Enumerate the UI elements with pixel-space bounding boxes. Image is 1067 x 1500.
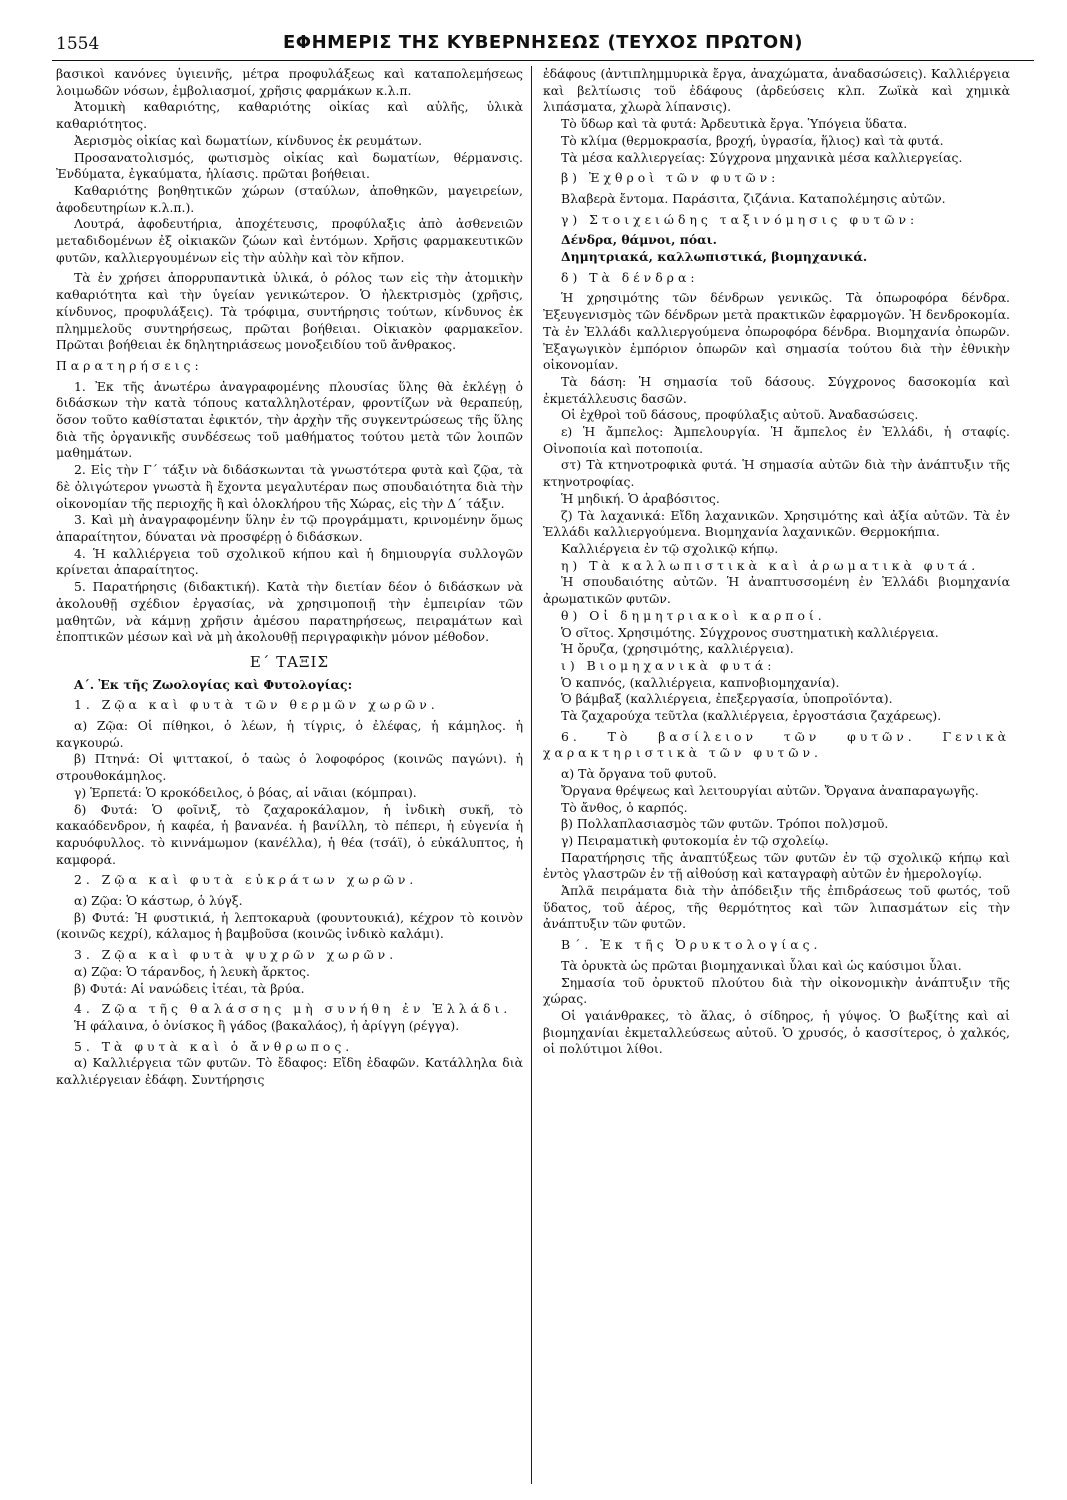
- paragraph: βασικοὶ κανόνες ὑγιεινῆς, μέτρα προφυλάξεως καὶ καταπολεμήσεως λοιμωδῶν νόσων, ἐμβολιασμοί, χρῆσις φαρμάκων κ.λ.π.: [56, 66, 523, 98]
- paragraph: Ἡ ὄρυζα, (χρησιμότης, καλλιέργεια).: [561, 641, 794, 657]
- list-item: α) Ζῷα: Οἱ πίθηκοι, ὁ λέων, ἡ τίγρις, ὁ ἐλέφας, ἡ κάμηλος. ἡ καγκουρώ.: [56, 718, 523, 750]
- topic-heading: γ) Στοιχειώδης ταξινόμησις φυτῶν:: [561, 211, 919, 227]
- numbered-item: 5. Παρατήρησις (διδακτική). Κατὰ τὴν διετίαν δέον ὁ διδάσκων νὰ ἀκολουθῇ σχέδιον ἐργασίας, νὰ χρησιμοποιῇ τὴν ἐμπειρίαν τῶν μαθητῶν, νὰ κάμνῃ χρῆσιν ἀμέσου παρατηρήσεως, πειραμάτων καὶ ἐποπτικῶν μέσων καὶ νὰ μὴ ἀκολουθῇ περιγραφικὴν μόνον μέθοδον.: [56, 579, 523, 645]
- paragraph: Βλαβερὰ ἔντομα. Παράσιτα, ζιζάνια. Καταπολέμησις αὐτῶν.: [561, 190, 946, 206]
- paragraph: Καλλιέργεια ἐν τῷ σχολικῷ κήπῳ.: [561, 540, 779, 556]
- list-item: ζ) Τὰ λαχανικά: Εἴδη λαχανικῶν. Χρησιμότης καὶ ἀξία αὐτῶν. Τὰ ἐν Ἑλλάδι καλλιεργούμενα. Βιομηχανία λαχανικῶν. Θερμοκήπια.: [543, 507, 1010, 540]
- right-column: [543, 66, 1010, 1058]
- subheading-remarks: Παρατηρήσεις:: [56, 357, 203, 373]
- paragraph: Οἱ γαιάνθρακες, τὸ ἅλας, ὁ σίδηρος, ἡ γύψος. Ὁ βωξίτης καὶ αἱ βιομηχανίαι ἐκμεταλλεύσεως αὐτοῦ. Ὁ χρυσός, ὁ κασσίτερος, ὁ χαλκός, οἱ πολύτιμοι λίθοι.: [543, 1007, 1010, 1057]
- paragraph: Σημασία τοῦ ὀρυκτοῦ πλούτου διὰ τὴν οἰκονομικὴν ἀνάπτυξιν τῆς χώρας.: [543, 974, 1010, 1007]
- paragraph: ἐδάφους (ἀντιπλημμυρικὰ ἔργα, ἀναχώματα, ἀναδασώσεις). Καλλιέργεια καὶ βελτίωσις τοῦ ἐδάφους (ἀρδεύσεις κλπ. Ζωϊκὰ καὶ χημικὰ λιπάσματα, χλωρὰ λίπανσις).: [543, 66, 1010, 115]
- paragraph: Προσανατολισμός, φωτισμὸς οἰκίας καὶ δωματίων, θέρμανσις. Ἐνδύματα, ἐγκαύματα, ἡλίασις. πρῶται βοήθειαι.: [56, 149, 523, 182]
- list-item: γ) Ἑρπετά: Ὁ κροκόδειλος, ὁ βόας, αἱ νᾶιαι (κόμπραι).: [74, 784, 417, 800]
- list-item: θ) Οἱ δημητριακοὶ καρποί.: [561, 607, 826, 623]
- paragraph: Τὸ ἄνθος, ὁ καρπός.: [561, 799, 688, 815]
- paragraph: Λουτρά, ἀφοδευτήρια, ἀποχέτευσις, προφύλαξις ἀπὸ ἀσθενειῶν μεταδιδομένων ἐξ οἰκιακῶν ζώων καὶ ἐντόμων. Χρῆσις φαρμακευτικῶν φυτῶν, καλλιεργουμένων εἰς τὴν αὐλὴν καὶ τὸν κῆπον.: [56, 216, 523, 265]
- paragraph: Τὰ ἐν χρήσει ἀπορρυπαντικὰ ὑλικά, ὁ ρόλος των εἰς τὴν ἀτομικὴν καθαριότητα καὶ τὴν ὑγείαν γενικώτερον. Ὁ ἠλεκτρισμὸς (χρῆσις, κίνδυνος, προφυλάξεις). Τὰ τρόφιμα, συντήρησις τούτων, κίνδυνος ἐκ πλημμελοῦς συντηρήσεως, πρῶται βοήθειαι. Οἰκιακὸν φαρμακεῖον. Πρῶται βοήθειαι ἐκ δηλητηριάσεως μονοξειδίου τοῦ ἄνθρακος.: [56, 270, 523, 353]
- page-header: [52, 32, 1034, 60]
- topic-heading: 1. Ζῷα καὶ φυτὰ τῶν θερμῶν χωρῶν.: [74, 697, 439, 713]
- numbered-item: 2. Εἰς τὴν Γ΄ τάξιν νὰ διδάσκωνται τὰ γνωστότερα φυτὰ καὶ ζῷα, τὰ δὲ ὀλιγώτερον γνωστὰ ἢ ἔχοντα μεγαλυτέραν πως σπουδαιότητα διὰ τὴν οἰκονομίαν τῆς περιοχῆς ἢ καὶ ὁλοκλήρου τῆς Χώρας, εἰς τὴν Δ΄ τάξιν.: [56, 462, 523, 511]
- list-item: ε) Ἡ ἄμπελος: Ἀμπελουργία. Ἡ ἄμπελος ἐν Ἑλλάδι, ἡ σταφίς. Οἰνοποιία καὶ ποτοποιία.: [543, 424, 1010, 456]
- paragraph: Δένδρα, θάμνοι, πόαι.: [561, 232, 717, 248]
- list-item: α) Ζῷα: Ὁ τάρανδος, ἡ λευκὴ ἄρκτος.: [74, 963, 310, 979]
- paragraph: Ἁπλᾶ πειράματα διὰ τὴν ἀπόδειξιν τῆς ἐπιδράσεως τοῦ φωτός, τοῦ ὕδατος, τοῦ ἀέρος, τῆς θερμότητος καὶ τῶν λιπασμάτων εἰς τὴν ἀνάπτυξιν τῶν φυτῶν.: [543, 883, 1010, 932]
- paragraph: Τὰ ὀρυκτὰ ὡς πρῶται βιομηχανικαὶ ὗλαι καὶ ὡς καύσιμοι ὗλαι.: [561, 957, 962, 973]
- header-rule: [52, 60, 1034, 61]
- paragraph: Τὰ ζαχαρούχα τεῦτλα (καλλιέργεια, ἐργοστάσια ζαχάρεως).: [561, 708, 942, 724]
- paragraph: Δημητριακά, καλλωπιστικά, βιομηχανικά.: [561, 249, 868, 265]
- paragraph: Ἀτομικὴ καθαριότης, καθαριότης οἰκίας καὶ αὐλῆς, ὑλικὰ καθαριότητος.: [56, 99, 523, 132]
- list-item: α) Τὰ ὄργανα τοῦ φυτοῦ.: [561, 766, 717, 782]
- paragraph: Καθαριότης βοηθητικῶν χώρων (σταύλων, ἀποθηκῶν, μαγειρείων, ἀφοδευτηρίων κ.λ.π.).: [56, 182, 523, 215]
- topic-heading: 5. Τὰ φυτὰ καὶ ὁ ἄνθρωπος.: [74, 1038, 354, 1054]
- subsection-heading: Β΄. Ἐκ τῆς Ὀρυκτολογίας.: [561, 937, 822, 953]
- list-item: β) Φυτά: Ἡ φυστικιά, ἡ λεπτοκαρυὰ (φουντουκιά), κέχρον τὸ κοινὸν (κοινῶς κεχρί), κάλαμος ἡ βαμβοῦσα (κοινῶς ἰνδικὸ καλάμι).: [56, 909, 523, 942]
- topic-heading: β) Ἐχθροὶ τῶν φυτῶν:: [561, 170, 780, 186]
- numbered-item: 3. Καὶ μὴ ἀναγραφομένην ὕλην ἐν τῷ προγράμματι, κρινομένην ὅμως ἀπαραίτητον, δύναται νὰ προσφέρῃ ὁ διδάσκων.: [56, 512, 523, 544]
- section-heading-class-e: Ε΄ ΤΑΞΙΣ: [249, 652, 330, 671]
- topic-heading: 3. Ζῷα καὶ φυτὰ ψυχρῶν χωρῶν.: [74, 947, 398, 963]
- list-item: η) Τὰ καλλωπιστικὰ καὶ ἀρωματικὰ φυτά.: [561, 557, 980, 573]
- list-item: δ) Φυτά: Ὁ φοῖνιξ, τὸ ζαχαροκάλαμον, ἡ ἰνδικὴ συκῆ, τὸ κακαόδενδρον, ἡ καφέα, ἡ βανανέα. ἡ βανίλλη, τὸ πέπερι, ἡ εὐγενία ἡ καρυόφυλλος. τὸ κιννάμωμον (κανέλλα), ἡ θέα (τσάϊ), ὁ εὐκάλυπτος, ἡ καμφορά.: [56, 801, 523, 867]
- paragraph: Τὸ ὕδωρ καὶ τὰ φυτά: Ἀρδευτικὰ ἔργα. Ὑπόγεια ὕδατα.: [561, 116, 908, 132]
- list-item: στ) Τὰ κτηνοτροφικὰ φυτά. Ἡ σημασία αὐτῶν διὰ τὴν ἀνάπτυξιν τῆς κτηνοτροφίας.: [543, 457, 1010, 490]
- list-item: α) Ζῷα: Ὁ κάστωρ, ὁ λύγξ.: [74, 893, 243, 909]
- page-number: 1554: [56, 34, 100, 54]
- paragraph: Ὁ σῖτος. Χρησιμότης. Σύγχρονος συστηματικὴ καλλιέργεια.: [561, 624, 939, 640]
- list-item: β) Πολλαπλασιασμὸς τῶν φυτῶν. Τρόποι πολ)σμοῦ.: [561, 816, 889, 832]
- list-item: α) Καλλιέργεια τῶν φυτῶν. Τὸ ἔδαφος: Εἴδη ἐδαφῶν. Κατάλληλα διὰ καλλιέργειαν ἐδάφη. Συντήρησις: [56, 1055, 523, 1088]
- subsection-heading: Α΄. Ἐκ τῆς Ζωολογίας καὶ Φυτολογίας:: [74, 676, 353, 692]
- list-item: β) Φυτά: Αἱ νανώδεις ἰτέαι, τὰ βρύα.: [74, 980, 305, 996]
- list-item: β) Πτηνά: Οἱ ψιττακοί, ὁ ταὼς ὁ λοφοφόρος (κοινῶς παγώνι). ἡ στρουθοκάμηλος.: [56, 751, 523, 784]
- list-item: Ἡ φάλαινα, ὁ ὀνίσκος ἢ γάδος (βακαλάος), ἡ ἀρίγγη (ρέγγα).: [74, 1017, 460, 1033]
- topic-heading: 4. Ζῷα τῆς θαλάσσης μὴ συνήθη ἐν Ἑλλάδι.: [74, 1001, 512, 1017]
- paragraph: Ὁ βάμβαξ (καλλιέργεια, ἐπεξεργασία, ὑποπροϊόντα).: [561, 691, 893, 707]
- topic-heading: δ) Τὰ δένδρα:: [561, 269, 699, 285]
- paragraph: Παρατήρησις τῆς ἀναπτύξεως τῶν φυτῶν ἐν τῷ σχολικῷ κήπῳ καὶ ἐντὸς γλαστρῶν ἐν τῇ αἰθούσῃ καὶ καταγραφὴ αὐτῶν ἐν ἡμερολογίῳ.: [543, 849, 1010, 882]
- left-column: [56, 66, 523, 1089]
- paragraph: Τὰ μέσα καλλιεργείας: Σύγχρονα μηχανικὰ μέσα καλλιεργείας.: [561, 149, 963, 165]
- column-divider: [531, 66, 532, 1484]
- paragraph: Ὁ καπνός, (καλλιέργεια, καπνοβιομηχανία).: [561, 674, 840, 690]
- list-item: ι) Βιομηχανικὰ φυτά:: [561, 657, 776, 673]
- numbered-item: 4. Ἡ καλλιέργεια τοῦ σχολικοῦ κήπου καὶ ἡ δημιουργία συλλογῶν κρίνεται ἀπαραίτητος.: [56, 545, 523, 578]
- numbered-item: 1. Ἐκ τῆς ἀνωτέρω ἀναγραφομένης πλουσίας ὕλης θὰ ἐκλέγῃ ὁ διδάσκων τὴν κατὰ τόπους καταλληλοτέραν, φροντίζων νὰ θεραπεύῃ, ὅσον τοῦτο καθίσταται ἐφικτόν, τὴν ἀρχὴν τῆς συγκεντρώσεως τῆς ὕλης διὰ τῆς ὀργανικῆς συνδέσεως τοῦ μαθήματος τούτου μετὰ τῶν λοιπῶν μαθημάτων.: [56, 378, 523, 461]
- gazette-title: ΕΦΗΜΕΡΙΣ ΤΗΣ ΚΥΒΕΡΝΗΣΕΩΣ (ΤΕΥΧΟΣ ΠΡΩΤΟΝ): [282, 32, 803, 53]
- topic-heading: 2. Ζῷα καὶ φυτὰ εὐκράτων χωρῶν.: [74, 872, 418, 888]
- paragraph: Τὸ κλίμα (θερμοκρασία, βροχή, ὑγρασία, ἥλιος) καὶ τὰ φυτά.: [561, 132, 944, 148]
- paragraph: Οἱ ἐχθροὶ τοῦ δάσους, προφύλαξις αὐτοῦ. Ἀναδασώσεις.: [561, 407, 919, 423]
- topic-heading: 6. Τὸ βασίλειον τῶν φυτῶν. Γενικὰ χαρακτηριστικὰ τῶν φυτῶν.: [543, 728, 1010, 761]
- paragraph: Τὰ δάση: Ἡ σημασία τοῦ δάσους. Σύγχρονος δασοκομία καὶ ἐκμετάλλευσις δασῶν.: [543, 373, 1010, 406]
- list-item: γ) Πειραματικὴ φυτοκομία ἐν τῷ σχολείῳ.: [561, 832, 829, 848]
- paragraph: Ἡ σπουδαιότης αὐτῶν. Ἡ ἀναπτυσσομένη ἐν Ἑλλάδι βιομηχανία ἀρωματικῶν φυτῶν.: [543, 574, 1010, 607]
- paragraph: Ἀερισμὸς οἰκίας καὶ δωματίων, κίνδυνος ἐκ ρευμάτων.: [74, 132, 423, 148]
- paragraph: Ἡ μηδική. Ὁ ἀραβόσιτος.: [561, 490, 720, 506]
- paragraph: Ὄργανα θρέψεως καὶ λειτουργίαι αὐτῶν. Ὄργανα ἀναπαραγωγῆς.: [561, 782, 979, 798]
- paragraph: Ἡ χρησιμότης τῶν δένδρων γενικῶς. Τὰ ὀπωροφόρα δένδρα. Ἐξευγενισμὸς τῶν δένδρων μετὰ πρακτικῶν ἐφαρμογῶν. Ἡ δενδροκομία. Τὰ ἐν Ἑλλάδι καλλιεργούμενα ὀπωροφόρα δένδρα. Βιομηχανία ὀπωρῶν. Ἐξαγωγικὸν ἐμπόριον ὀπωρῶν καὶ σημασία τούτου διὰ τὴν ἐθνικὴν οἰκονομίαν.: [543, 290, 1010, 373]
